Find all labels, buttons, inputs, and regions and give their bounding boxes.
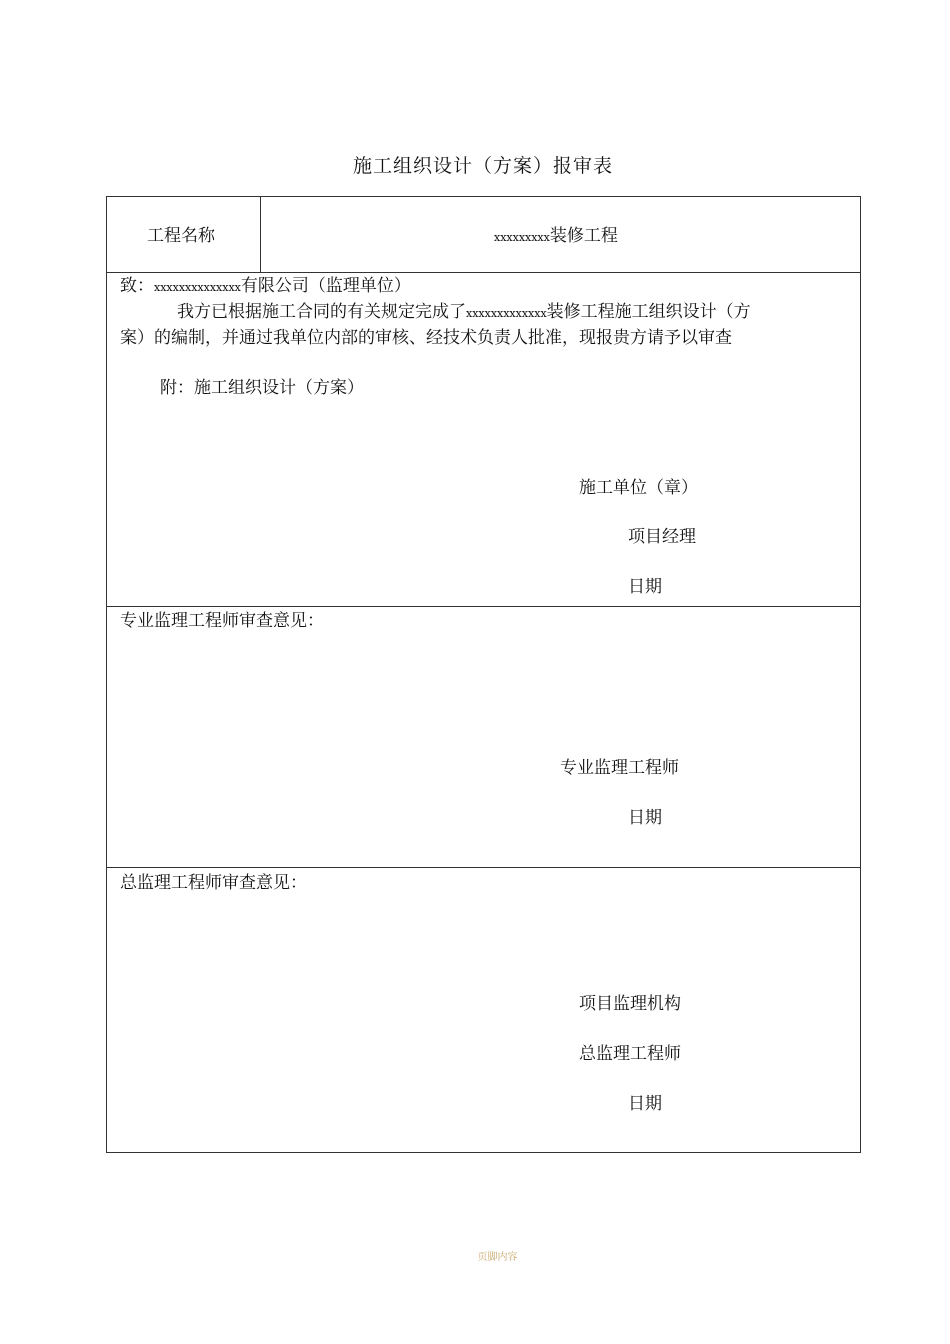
section3-date-label: 日期 (628, 1094, 662, 1114)
body-line-1-suffix: 装修工程施工组织设计（方 (546, 302, 751, 322)
addressee-company-placeholder: xxxxxxxxxxxxxx (154, 281, 241, 294)
attachment-line: 附：施工组织设计（方案） (160, 378, 364, 398)
page-footer: 页脚内容 (477, 1252, 518, 1263)
specialist-review-heading: 专业监理工程师审查意见： (120, 611, 324, 631)
chief-review-heading: 总监理工程师审查意见： (120, 873, 307, 893)
body-line-1-prefix: 我方已根据施工合同的有关规定完成了 (177, 302, 466, 322)
section2-date-label: 日期 (628, 808, 662, 828)
document-title: 施工组织设计（方案）报审表 (352, 155, 613, 177)
row-divider (107, 606, 860, 607)
row-divider (107, 867, 860, 868)
project-name-value (494, 225, 618, 249)
project-name-suffix: 装修工程 (549, 226, 618, 246)
review-form-table (106, 196, 861, 1153)
addressee-prefix: 致： (120, 276, 154, 296)
contractor-seal-label: 施工单位（章） (579, 478, 698, 498)
project-name-label: 工程名称 (147, 226, 215, 246)
project-name-placeholder: xxxxxxxxx (494, 231, 550, 244)
body-line-1 (177, 301, 751, 325)
supervision-org-label: 项目监理机构 (579, 994, 681, 1014)
addressee-line (120, 275, 411, 299)
project-manager-label: 项目经理 (628, 527, 696, 547)
column-divider (260, 197, 261, 272)
body-line-1-placeholder: xxxxxxxxxxxxx (466, 307, 547, 320)
section1-date-label: 日期 (628, 577, 662, 597)
specialist-engineer-label: 专业监理工程师 (560, 758, 679, 778)
row-divider (107, 272, 860, 273)
body-line-2: 案）的编制，并通过我单位内部的审核、经技术负责人批准，现报贵方请予以审查 (120, 328, 732, 348)
chief-engineer-label: 总监理工程师 (579, 1044, 681, 1064)
addressee-suffix: 有限公司（监理单位） (240, 276, 411, 296)
